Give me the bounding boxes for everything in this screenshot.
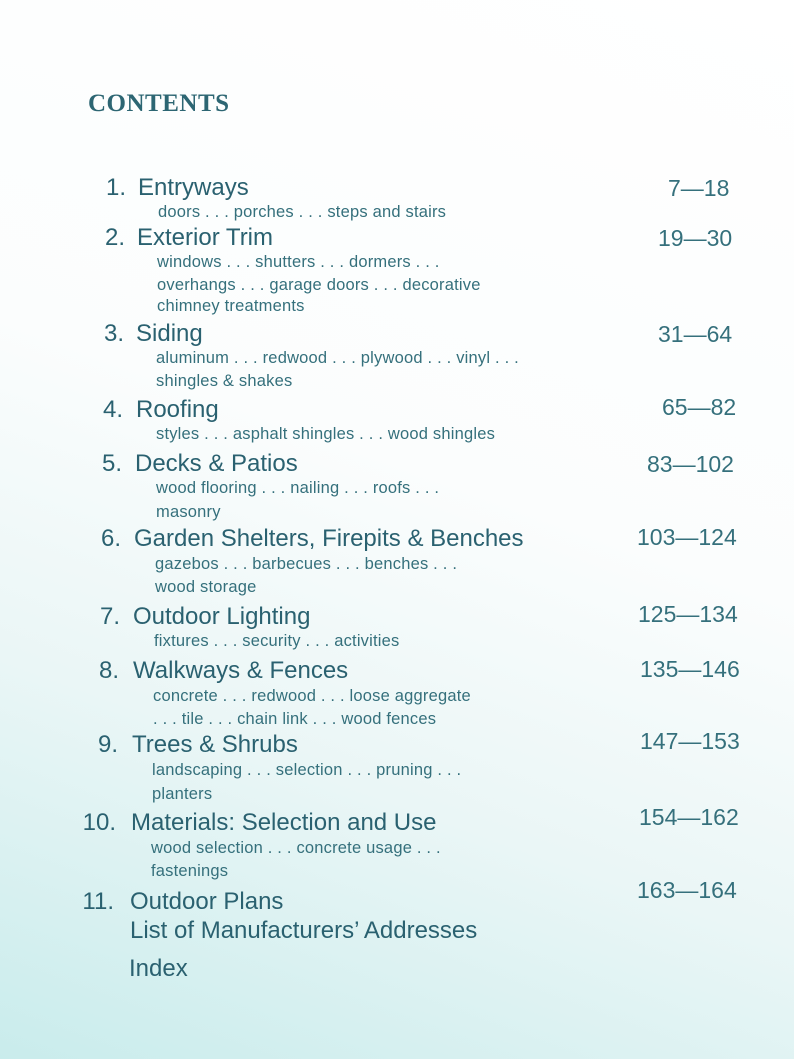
entry-subtopics: styles . . . asphalt shingles . . . wood shingles: [156, 425, 496, 443]
entry-number: 5.: [101, 450, 122, 477]
entry-pages: 125—134: [638, 601, 738, 627]
entry-subtopics: fixtures . . . security . . . activities: [154, 632, 400, 650]
page-title: CONTENTS: [88, 90, 230, 117]
entry-number: 11.: [82, 888, 114, 915]
entry-subtopics: chimney treatments: [157, 297, 305, 315]
entry-number: 8.: [98, 657, 119, 684]
entry-subtopics: doors . . . porches . . . steps and stairs: [158, 203, 447, 221]
entry-number: 6.: [100, 525, 121, 552]
entry-title: Entryways: [138, 174, 249, 201]
entry-subtopics: shingles & shakes: [156, 372, 293, 390]
entry-title: Siding: [136, 320, 203, 347]
entry-pages: 147—153: [640, 728, 740, 754]
entry-number: 3.: [103, 320, 124, 347]
entry-number: 10.: [82, 809, 116, 836]
entry-title: Outdoor Lighting: [133, 603, 311, 630]
entry-number: 1.: [105, 174, 126, 201]
entry-pages: 7—18: [668, 175, 730, 201]
entry-number: 4.: [102, 396, 123, 423]
entry-subtopics: planters: [152, 785, 213, 803]
entry-title: Index: [129, 955, 188, 982]
entry-pages: 154—162: [639, 804, 739, 830]
entry-subtopics: wood flooring . . . nailing . . . roofs . . .: [156, 479, 440, 497]
entry-subtopics: masonry: [156, 503, 221, 521]
entry-subtopics: aluminum . . . redwood . . . plywood . . . vinyl . . .: [156, 349, 519, 367]
entry-pages: 31—64: [658, 321, 733, 347]
entry-subtopics: windows . . . shutters . . . dormers . . .: [157, 253, 440, 271]
entry-title: Garden Shelters, Firepits & Benches: [134, 525, 524, 552]
entry-subtopics: overhangs . . . garage doors . . . decorative: [157, 276, 481, 294]
entry-subtopics: wood selection . . . concrete usage . . .: [151, 839, 441, 857]
entry-title: Walkways & Fences: [133, 657, 349, 684]
entry-title: Decks & Patios: [135, 450, 298, 477]
entry-subtopics: landscaping . . . selection . . . pruning . . .: [152, 761, 462, 779]
entry-subtopics: concrete . . . redwood . . . loose aggregate: [153, 687, 471, 705]
entry-pages: 83—102: [647, 451, 734, 477]
entry-subtopics: gazebos . . . barbecues . . . benches . . .: [155, 555, 458, 573]
entry-pages: 19—30: [658, 225, 733, 251]
entry-title: Outdoor Plans: [130, 888, 284, 915]
entry-title: Materials: Selection and Use: [131, 809, 437, 836]
entry-pages: 65—82: [662, 394, 737, 420]
entry-pages: 135—146: [640, 656, 740, 682]
entry-number: 9.: [97, 731, 118, 758]
entry-number: 2.: [104, 224, 125, 251]
entry-subtopics: . . . tile . . . chain link . . . wood fences: [153, 710, 437, 728]
entry-pages: 103—124: [637, 524, 737, 550]
entry-title: List of Manufacturers’ Addresses: [130, 917, 478, 944]
entry-subtopics: wood storage: [155, 578, 257, 596]
entry-title: Roofing: [136, 396, 219, 423]
entry-title: Trees & Shrubs: [132, 731, 298, 758]
entry-subtopics: fastenings: [151, 862, 229, 880]
entry-pages: 163—164: [637, 877, 737, 903]
entry-title: Exterior Trim: [137, 224, 274, 251]
entry-number: 7.: [99, 603, 120, 630]
